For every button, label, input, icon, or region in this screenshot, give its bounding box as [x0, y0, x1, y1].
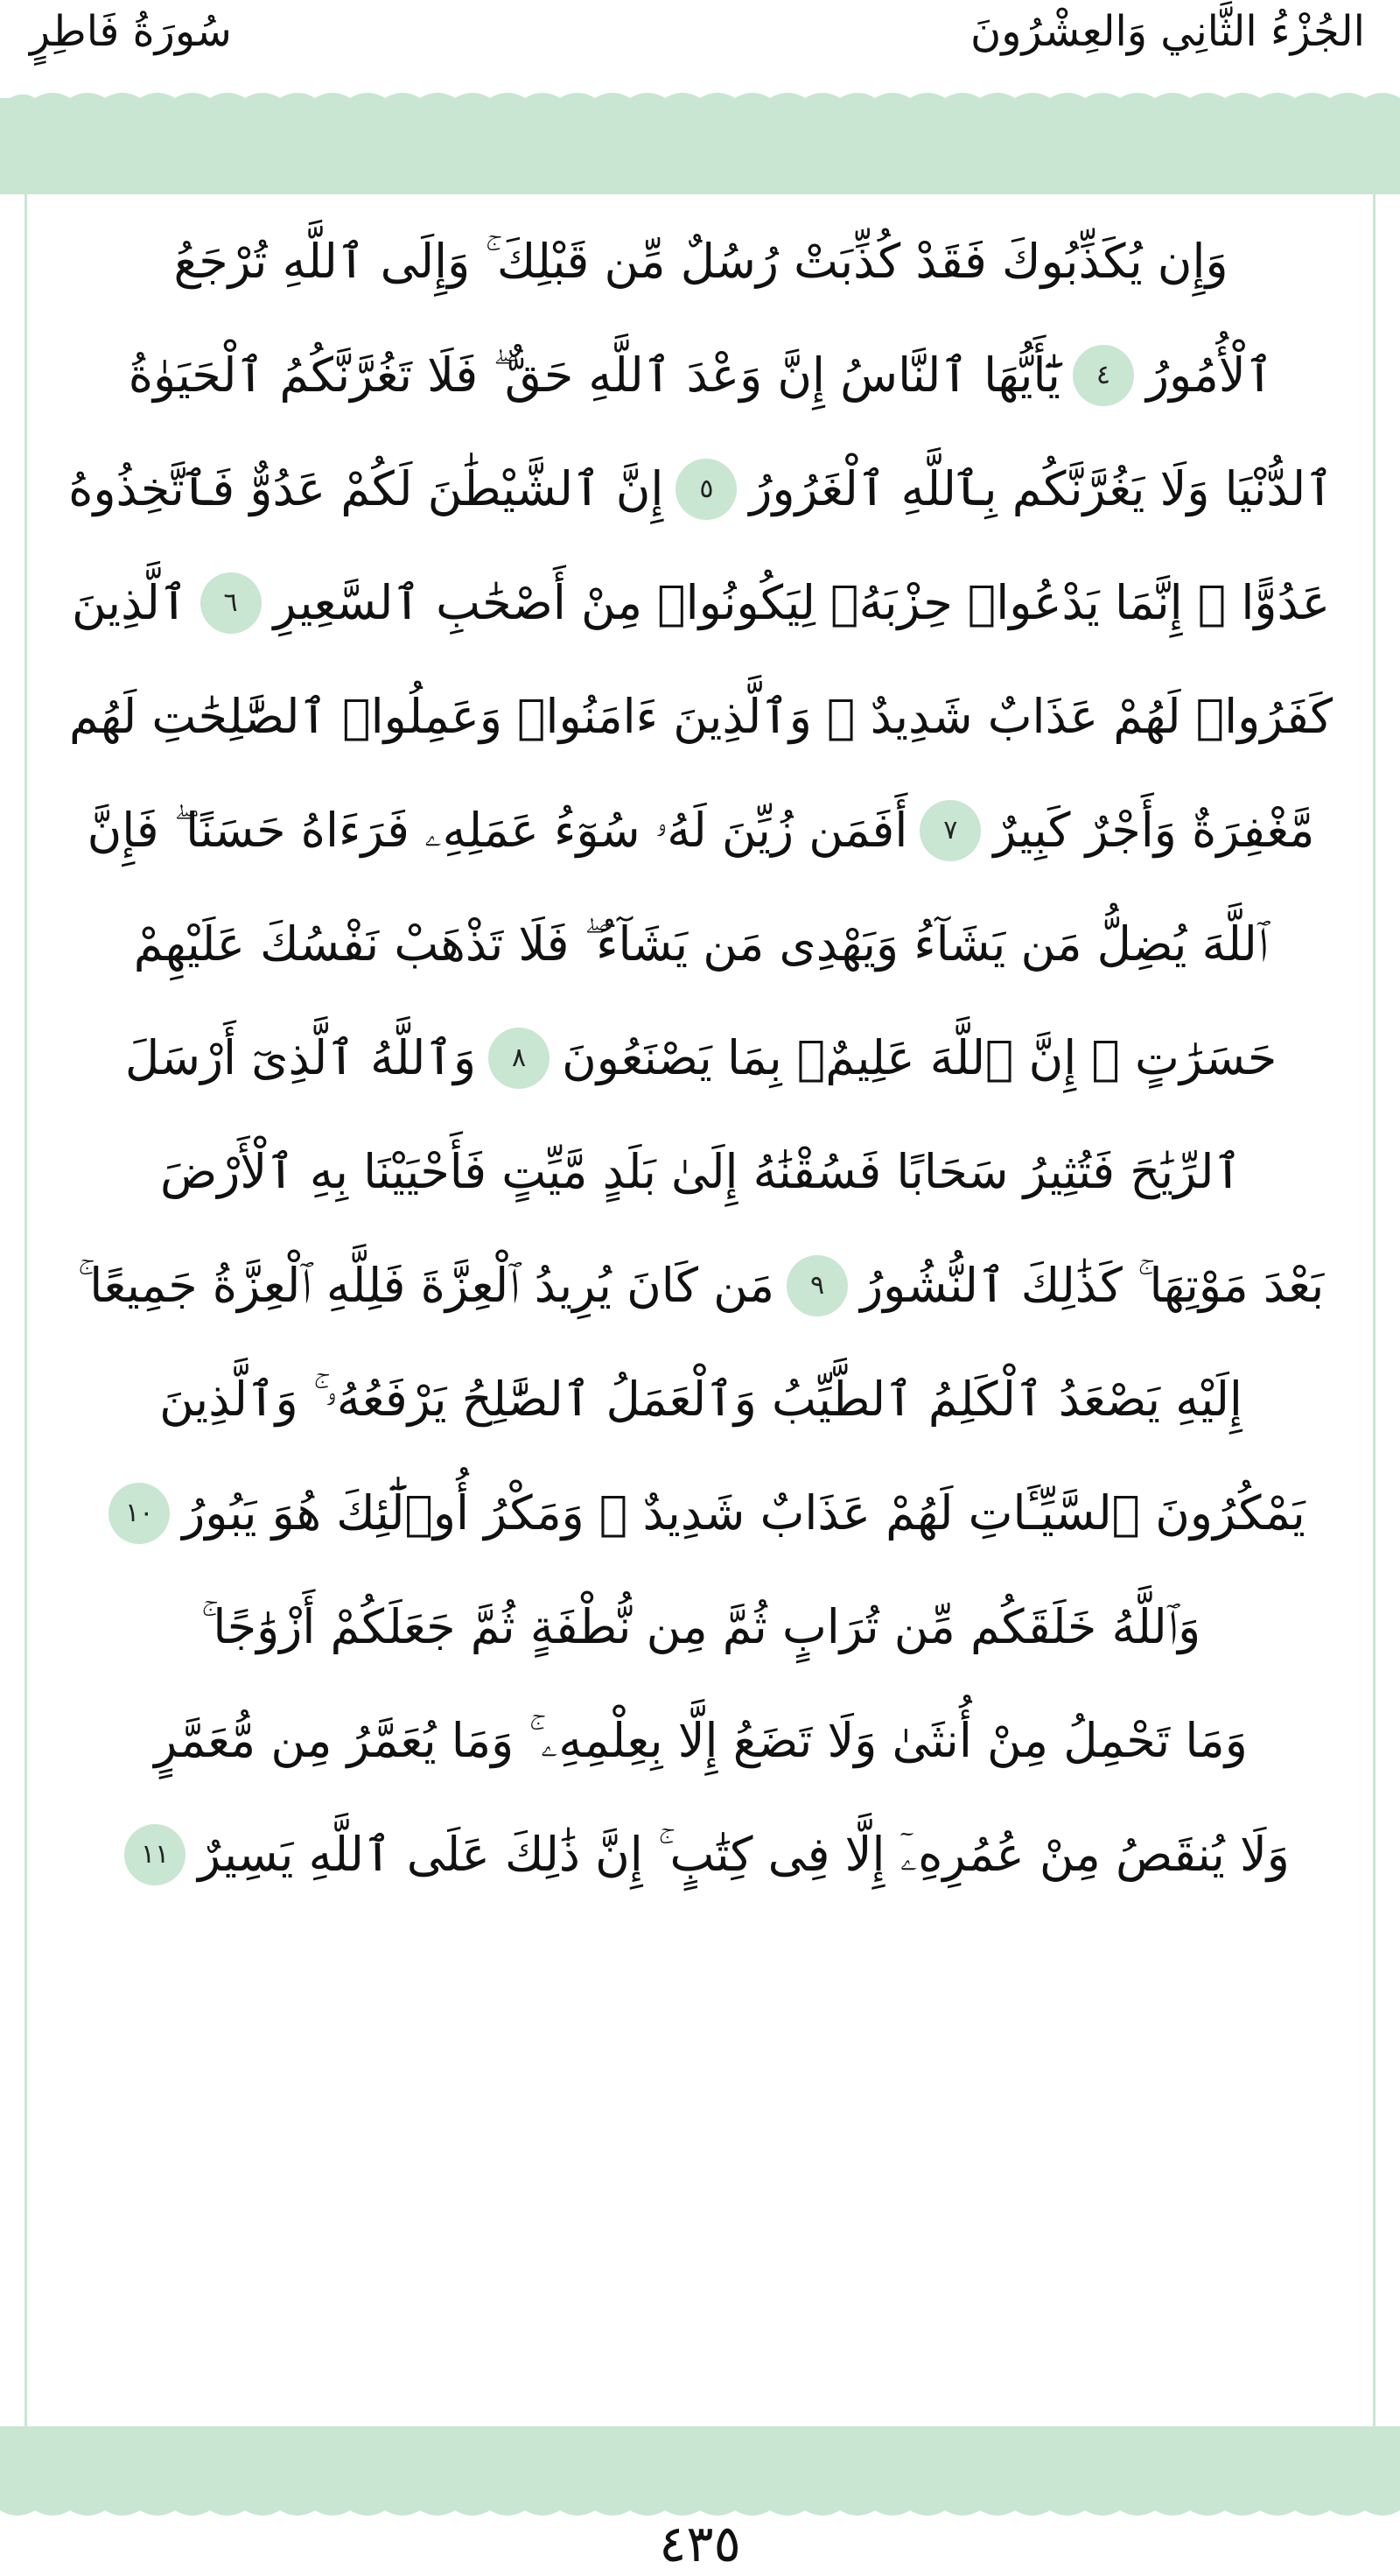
line-text: عَدُوًّا ۚ إِنَّمَا يَدْعُوا۟ حِزْبَهُۥ لِيَكُونُوا۟ مِنْ أَصْحَٰبِ ٱلسَّعِيرِ [273, 575, 1331, 630]
text-line [45, 1229, 1357, 1343]
text-line [45, 1343, 1357, 1456]
scalloped-edge-top [0, 88, 1400, 107]
page-number: ٤٣٥ [659, 2514, 741, 2573]
line-text: أَفَمَن زُيِّنَ لَهُۥ سُوٓءُ عَمَلِهِۦ فَرَءَاهُ حَسَنًا ۖ فَإِنَّ [87, 803, 908, 858]
line-text: وَٱللَّهُ خَلَقَكُم مِّن تُرَابٍ ثُمَّ مِن نُّطْفَةٍ ثُمَّ جَعَلَكُمْ أَزْوَٰجًا ۚ [200, 1599, 1201, 1654]
juz-title: الجُزْءُ الثَّانِي وَالعِشْرُونَ [970, 7, 1365, 56]
text-line [45, 1570, 1357, 1684]
line-text: حَسَرَٰتٍ ۚ إِنَّ ٱللَّهَ عَلِيمٌۢ بِمَا يَصْنَعُونَ [562, 1030, 1278, 1085]
text-line [45, 546, 1357, 660]
ayah-number-marker: ٨ [488, 1028, 550, 1089]
line-text: وَإِن يُكَذِّبُوكَ فَقَدْ كُذِّبَتْ رُسُلٌ مِّن قَبْلِكَ ۚ وَإِلَى ٱللَّهِ تُرْجَعُ [173, 234, 1228, 289]
line-text: بَعْدَ مَوْتِهَا ۚ كَذَٰلِكَ ٱلنُّشُورُ [860, 1258, 1325, 1313]
top-ornamental-band [0, 98, 1400, 194]
text-line [45, 1798, 1357, 1912]
ayah-number-marker: ١٠ [108, 1483, 170, 1544]
ayah-number-marker: ٤ [1073, 345, 1134, 406]
text-line [45, 1001, 1357, 1115]
text-line [45, 1684, 1357, 1798]
ayah-number-marker: ٩ [787, 1255, 848, 1316]
ayah-number-marker: ٥ [676, 459, 737, 520]
text-line [45, 660, 1357, 774]
line-text: ٱلرِّيَٰحَ فَتُثِيرُ سَحَابًا فَسُقْنَٰهُ إِلَىٰ بَلَدٍ مَّيِّتٍ فَأَحْيَيْنَا بِهِ ٱلْأَرْضَ [159, 1144, 1242, 1199]
text-line [45, 774, 1357, 888]
surah-title: سُورَةُ فَاطِرٍ [30, 7, 232, 56]
line-text: ٱلَّذِينَ [71, 575, 188, 630]
text-line [45, 432, 1357, 546]
line-text: وَمَا تَحْمِلُ مِنْ أُنثَىٰ وَلَا تَضَعُ إِلَّا بِعِلْمِهِۦ ۚ وَمَا يُعَمَّرُ مِن مُّعَمَّرٍ [154, 1713, 1248, 1768]
line-text: ٱللَّهَ يُضِلُّ مَن يَشَآءُ وَيَهْدِى مَن يَشَآءُ ۖ فَلَا تَذْهَبْ نَفْسُكَ عَلَيْهِمْ [133, 916, 1269, 972]
line-text: مَّغْفِرَةٌ وَأَجْرٌ كَبِيرٌ [993, 803, 1315, 858]
text-line [45, 1456, 1357, 1570]
ayah-number-marker: ١١ [124, 1824, 186, 1885]
ayah-number-marker: ٦ [200, 572, 262, 634]
line-text: ٱلدُّنْيَا وَلَا يَغُرَّنَّكُم بِٱللَّهِ ٱلْغَرُورُ [749, 461, 1334, 516]
line-text: وَٱللَّهُ ٱلَّذِىٓ أَرْسَلَ [124, 1030, 477, 1085]
line-text: ٱلْأُمُورُ [1145, 347, 1274, 403]
quran-text-area [24, 194, 1376, 2426]
page-header [0, 0, 1400, 98]
line-text: وَلَا يُنقَصُ مِنْ عُمُرِهِۦٓ إِلَّا فِى كِتَٰبٍ ۚ إِنَّ ذَٰلِكَ عَلَى ٱللَّهِ يَسِيرٌ [198, 1827, 1290, 1882]
line-text: مَن كَانَ يُرِيدُ ٱلْعِزَّةَ فَلِلَّهِ ٱلْعِزَّةُ جَمِيعًا ۚ [77, 1258, 775, 1313]
line-text: يَٰٓأَيُّهَا ٱلنَّاسُ إِنَّ وَعْدَ ٱللَّهِ حَقٌّ ۖ فَلَا تَغُرَّنَّكُمُ ٱلْحَيَوٰةُ [128, 347, 1060, 403]
line-text: إِلَيْهِ يَصْعَدُ ٱلْكَلِمُ ٱلطَّيِّبُ وَٱلْعَمَلُ ٱلصَّٰلِحُ يَرْفَعُهُۥ ۚ وَٱلَّذِينَ [159, 1372, 1242, 1427]
text-line [45, 888, 1357, 1001]
bottom-ornamental-band [0, 2426, 1400, 2510]
line-text: إِنَّ ٱلشَّيْطَٰنَ لَكُمْ عَدُوٌّ فَٱتَّخِذُوهُ [68, 461, 664, 516]
text-line [45, 319, 1357, 432]
line-text: يَمْكُرُونَ ٱلسَّيِّـَٔاتِ لَهُمْ عَذَابٌ شَدِيدٌ ۖ وَمَكْرُ أُو۟لَٰٓئِكَ هُوَ يَبُورُ [182, 1485, 1306, 1541]
text-line [45, 1115, 1357, 1229]
text-line [45, 205, 1357, 319]
ayah-number-marker: ٧ [920, 800, 981, 861]
line-text: كَفَرُوا۟ لَهُمْ عَذَابٌ شَدِيدٌ ۖ وَٱلَّذِينَ ءَامَنُوا۟ وَعَمِلُوا۟ ٱلصَّٰلِحَٰتِ لَهُم [68, 689, 1334, 744]
